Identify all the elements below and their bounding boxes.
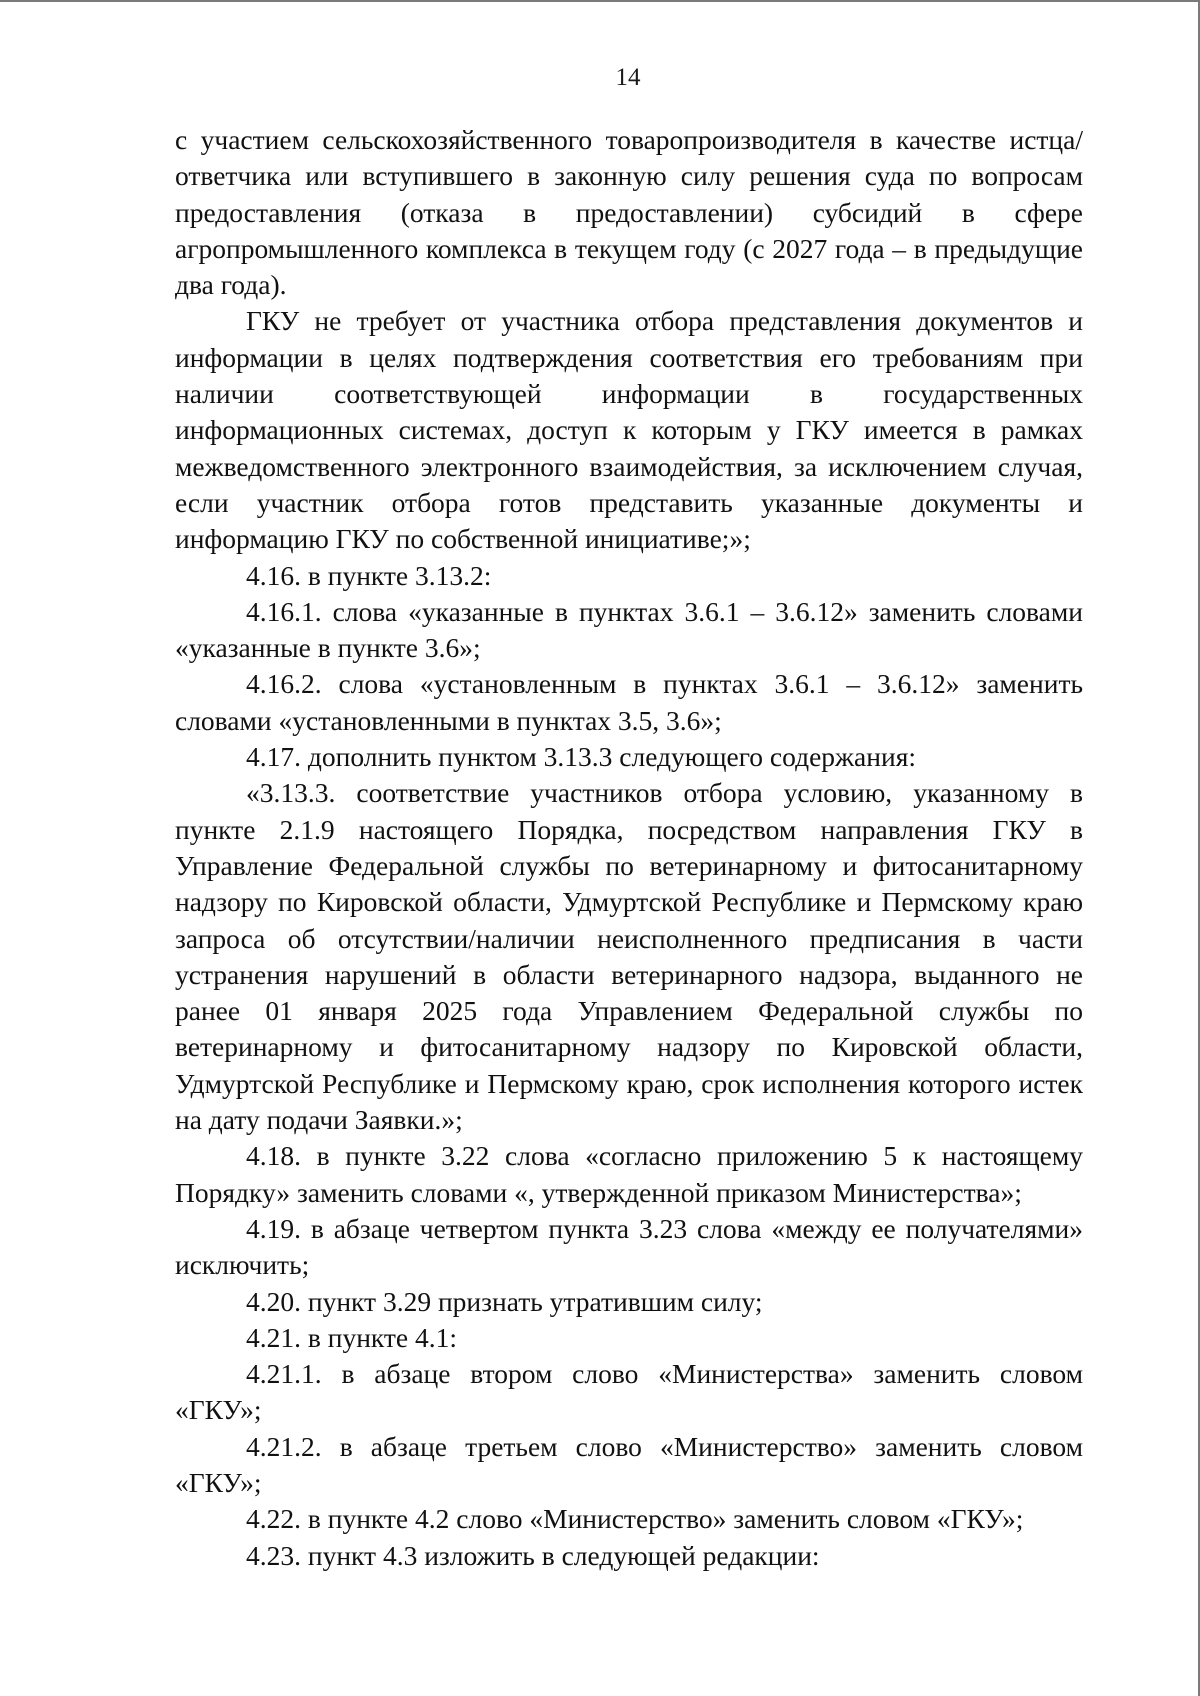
paragraph-7: «3.13.3. соответствие участников отбора условию, указанному в пункте 2.1.9 настоящего Порядка, посредством направления ГКУ в Управление Федеральной службы по ветеринарному и фитосанитарному надзору по Кировской области, Удмуртской Республике и Пермскому краю запроса об отсутствии/наличии неисполненного предписания в части устранения нарушений в области ветеринарного надзора, выданного не ранее 01 января 2025 года Управлением Федеральной службы по ветеринарному и фитосанитарному надзору по Кировской области, Удмуртской Республике и Пермскому краю, срок исполнения которого истек на дату подачи Заявки.»; [175,777,1083,1136]
paragraph-2: ГКУ не требует от участника отбора представления документов и информации в целях подтверждения соответствия его требованиям при наличии соответствующей информации в государственных информационных системах, доступ к которым у ГКУ имеется в рамках межведомственного электронного взаимодействия, за исключением случая, если участник отбора готов представить указанные документы и информацию ГКУ по собственной инициативе;»; [175,305,1083,555]
paragraph-3: 4.16. в пункте 3.13.2: [246,559,492,591]
paragraph-1: с участием сельскохозяйственного товаропроизводителя в качестве истца/ответчика или вступившего в законную силу решения суда по вопросам предоставления (отказа в предоставлении) субсидий в сфере агропромышленного комплекса в текущем году (с 2027 года – в предыдущие два года). [175,124,1083,301]
paragraph-14: 4.22. в пункте 4.2 слово «Министерство» заменить словом «ГКУ»; [246,1503,1024,1535]
paragraph-9: 4.19. в абзаце четвертом пункта 3.23 слова «между ее получателями» исключить; [175,1212,1083,1281]
paragraph-13: 4.21.2. в абзаце третьем слово «Министерство» заменить словом «ГКУ»; [175,1430,1083,1498]
document-body [175,122,1083,1574]
page-number: 14 [615,64,641,91]
paragraph-6: 4.17. дополнить пунктом 3.13.3 следующего содержания: [246,741,916,773]
paragraph-12: 4.21.1. в абзаце втором слово «Министерства» заменить словом «ГКУ»; [175,1358,1083,1426]
paragraph-5: 4.16.2. слова «установленным в пунктах 3.6.1 – 3.6.12» заменить словами «установленными в пунктах 3.5, 3.6»; [175,668,1083,736]
paragraph-15: 4.23. пункт 4.3 изложить в следующей редакции: [246,1539,820,1571]
paragraph-10: 4.20. пункт 3.29 признать утратившим силу; [246,1285,763,1317]
paragraph-11: 4.21. в пункте 4.1: [246,1321,458,1353]
paragraph-8: 4.18. в пункте 3.22 слова «согласно приложению 5 к настоящему Порядку» заменить словами «, утвержденной приказом Министерства»; [175,1140,1083,1208]
paragraph-4: 4.16.1. слова «указанные в пунктах 3.6.1 – 3.6.12» заменить словами «указанные в пункте 3.6»; [175,595,1083,664]
